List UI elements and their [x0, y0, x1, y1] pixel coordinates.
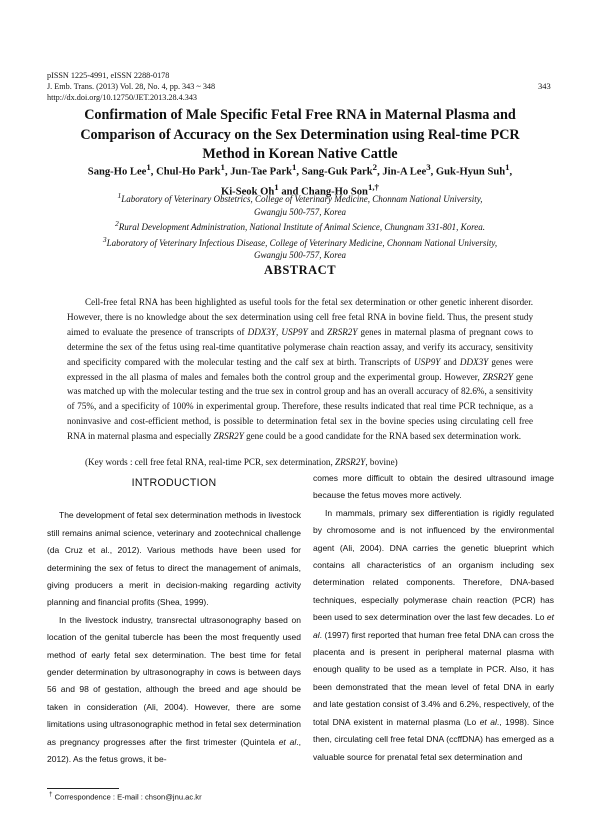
title-line: Comparison of Accuracy on the Sex Determination using Real-time PCR [80, 126, 520, 143]
keywords [85, 457, 533, 467]
affiliation-1 [60, 190, 540, 218]
abstract-heading: ABSTRACT [263, 263, 337, 277]
author-name: Ki-Seok Oh [221, 186, 275, 198]
journal-metadata [47, 70, 215, 103]
gene-name: ZRSR2Y [327, 326, 358, 337]
author-affiliation-mark: 1 [274, 181, 279, 192]
body-paragraph: comes more difficult to obtain the desired ultrasound image because the fetus moves more actively. [313, 473, 554, 501]
affiliation-2 [60, 218, 540, 234]
affiliation-number: 3 [102, 234, 107, 244]
author-name: Jun-Tae Park [230, 166, 292, 178]
affiliation-address: Gwangju 500-757, Korea [254, 250, 346, 261]
affiliation-address: Gwangju 500-757, Korea [254, 206, 346, 217]
author-affiliation-mark: 1 [505, 162, 510, 172]
footnote-text: Correspondence : E-mail : chson@jnu.ac.kr [52, 792, 202, 802]
gene-name: ZRSR2Y [213, 431, 244, 442]
gene-name: ZRSR2Y [335, 457, 366, 467]
abstract-text: genes in maternal plasma of pregnant cows to determine the sex of the fetus using real-time quantitative polymerase chain reaction assay, and verify its accuracy, sensitivity and specificity compared with the molecular testing and the calf sex at birth. Transcripts of [67, 326, 534, 367]
footnote-symbol: † [49, 791, 53, 798]
affiliation-text: Laboratory of Veterinary Infectious Disease, College of Veterinary Medicine, Chonnam National University, [106, 237, 498, 248]
affiliation-number: 2 [114, 219, 119, 229]
author-affiliation-mark: 3 [426, 162, 431, 172]
left-column [47, 470, 301, 769]
affiliation-text: Rural Development Administration, National Institute of Animal Science, Chungnam 331-801, Korea. [118, 222, 486, 233]
title-line: Method in Korean Native Cattle [202, 146, 398, 162]
author-line-1: Sang-Ho Lee$^1$, Chul-Ho Park$^1$, Jun-Tae Park$^1$, Sang-Guk Park$^2$, Jin-A Lee$^3$, Guk-Hyun Suh$^1$, [87, 162, 513, 178]
citation-et-al: et al [313, 612, 554, 640]
citation-line: J. Emb. Trans. (2013) Vol. 28, No. 4, pp. 343 ~ 348 [47, 82, 216, 91]
citation-et-al: et al [479, 716, 497, 727]
body-paragraph [313, 505, 554, 766]
gene-name: USP9Y [281, 326, 308, 337]
affiliation-number: 1 [117, 191, 122, 200]
gene-name: ZRSR2Y [482, 371, 513, 382]
author-name: Sang-Ho Lee [87, 166, 147, 178]
abstract-text: , [275, 326, 282, 337]
abstract-text: genes were expressed in the all plasma of males and females both the control group and the experimental group. However, [67, 356, 533, 382]
body-text: . (1997) first reported that human free fetal DNA can cross the placenta and is present in peripheral maternal plasma with enough quality to be used as a template in PCR. Also, it has been demonstrated that the mean level of fetal DNA in early and late gestation consist of 3.4% and 6.2%, respectively, of the total DNA existent in maternal plasma (Lo [313, 629, 554, 727]
gene-name: USP9Y [414, 356, 441, 367]
body-text: ., 1998). Since then, circulating cell free fetal DNA (ccffDNA) has emerged as a valuable source for prenatal fetal sex determination and [313, 716, 554, 762]
body-text: In mammals, primary sex differentiation is rigidly regulated by chromosome and is not influenced by the environmental agent (Ali, 2004). DNA carries the genetic blueprint which contains all characteristics of an organism including sex determination related components. Therefore, DNA-based techniques, especially polymerase chain reaction (PCR) has been used to sex determination over the last few decades. Lo [313, 507, 554, 623]
affiliations [60, 190, 540, 262]
author-name: Jin-A Lee [382, 166, 427, 178]
citation-et-al: et al [278, 736, 297, 747]
article-title [60, 106, 540, 165]
introduction-heading: INTRODUCTION [131, 477, 217, 489]
abstract-text: gene could be a good candidate for the RNA based sex determination work. [243, 431, 522, 442]
correspondence-footnote [49, 791, 202, 802]
issn-line: pISSN 1225-4991, eISSN 2288-0178 [47, 71, 170, 80]
author-affiliation-mark: 1 [146, 162, 151, 172]
abstract-text: gene was matched up with the molecular testing and the true sex in control group and has an overall accuracy of 82.6%, a sensitivity of 75%, and a specificity of 100% in experimental group. Therefore, these results indicated that real time PCR technique, as a noninvasive and cost-efficient method, is possible to determination fetal sex in the bovine species using circulating cell free RNA in maternal plasma and especially [67, 371, 533, 442]
gene-name: DDX3Y [247, 326, 276, 337]
body-paragraph [47, 612, 301, 769]
author-conjunction: and [281, 186, 299, 198]
gene-name: DDX3Y [459, 356, 489, 367]
abstract-text: Cell-free fetal RNA has been highlighted as useful tools for the fetal sex determination or other genetic inherent disorder. However, there is no knowledge about the sex determination using cell free fetal RNA in bovine field. Thus, the present study aimed to evaluate the presence of transcripts of [67, 297, 533, 337]
abstract-text: and [440, 356, 460, 367]
author-name: Chul-Ho Park [156, 166, 221, 178]
author-affiliation-mark: 2 [372, 162, 378, 172]
author-name: Sang-Guk Park [301, 166, 373, 178]
abstract-body [67, 295, 533, 444]
keywords-text: (Key words : cell free fetal RNA, real-time PCR, sex determination, [85, 457, 336, 467]
keywords-text: , bovine) [365, 457, 398, 467]
author-affiliation-mark: 1 [291, 162, 297, 172]
affiliation-text: Laboratory of Veterinary Obstetrics, College of Veterinary Medicine, Chonnam National University, [121, 194, 483, 204]
right-column [313, 470, 554, 766]
author-name: Guk-Hyun Suh [435, 166, 506, 178]
abstract-text: and [307, 326, 328, 337]
page-number: 343 [538, 81, 551, 91]
footnote-divider [47, 788, 119, 789]
author-affiliation-mark: 1,† [367, 181, 379, 192]
body-paragraph: The development of fetal sex determination methods in livestock still remains animal science, veterinary and zootechnical challenge (da Cruz et al., 2012). Various methods have been used for determining the sex of fetus to direct the management of animals, giving producers a merit in decision-making regarding activity planning and financial profits (Shea, 1999). [47, 510, 301, 608]
abstract-paragraph [67, 295, 533, 444]
title-line: Confirmation of Male Specific Fetal Free RNA in Maternal Plasma and [84, 107, 516, 123]
corresponding-author-name: Chang-Ho Son [301, 186, 368, 198]
body-text: In the livestock industry, transrectal ultrasonography based on location of the genital tubercle has been the most frequently used method of early fetal sex determination. The best time for fetal gender determination by ultrasonography in cows is between days 56 and 98 of gestation, although the breed and age should be taken in consideration (Ali, 2004). However, there are some limitations using ultrasonographic method in fetal sex determination as pregnancy progresses after the first trimester (Quintela [47, 614, 301, 747]
affiliation-3 [60, 234, 540, 262]
doi-link[interactable]: http://dx.doi.org/10.12750/JET.2013.28.4.343 [47, 93, 198, 102]
body-text: ., 2012). As the fetus grows, it be- [47, 736, 301, 765]
author-affiliation-mark: 1 [220, 162, 225, 172]
